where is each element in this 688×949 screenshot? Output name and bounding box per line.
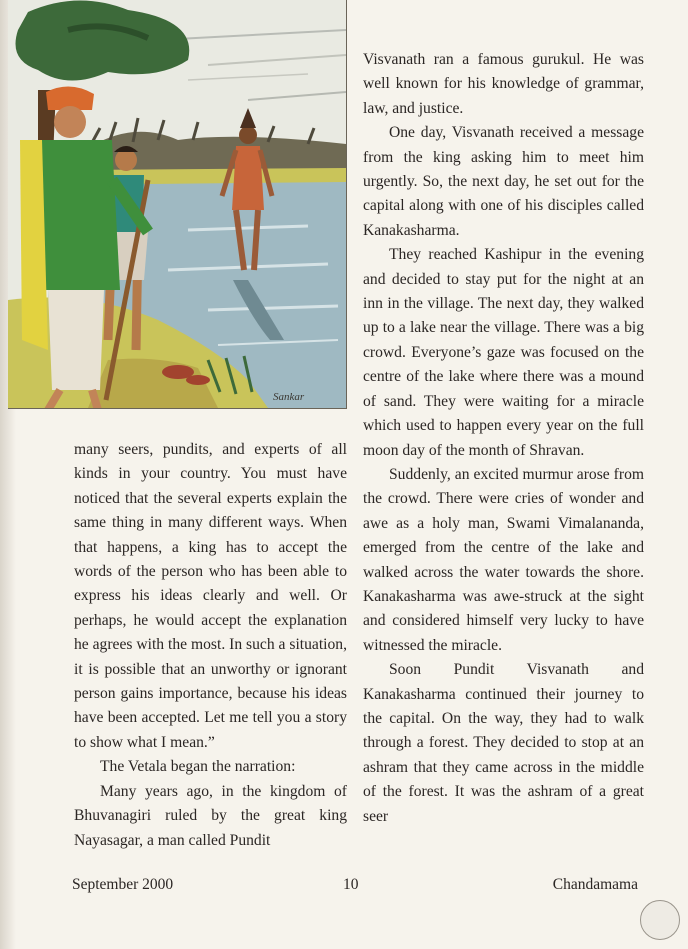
paragraph: Visvanath ran a famous gurukul. He was well known for his knowledge of grammar, law, and justice. (363, 51, 644, 117)
issue-date: September 2000 (72, 876, 174, 893)
library-stamp-icon (640, 900, 680, 940)
paragraph: Suddenly, an excited murmur arose from the crowd. There were cries of wonder and awe as a holy man, Swami Vimalananda, emerged from the centre of the lake and walked across the water towards the shore. Kanakasharma was awe-struck at the sight and considered himself very lucky to have witnessed the miracle. (363, 465, 644, 654)
paragraph: The Vetala began the narration: (100, 758, 296, 776)
paragraph: many seers, pundits, and experts of all kinds in your country. You must have noticed that the several experts explain the same thing in many different ways. When that happens, a king has to accept the words of the person who has been able to express his ideas clearly and well. Or perhaps, he would accept the explanation he agrees with the most. In such a situation, it is possible that an unworthy or ignorant person gains importance, because his ideas have been accepted. Let me tell you a story to show what I mean.” (74, 441, 347, 751)
paragraph: Soon Pundit Visvanath and Kanakasharma continued their journey to the capital. On the way, they had to walk through a forest. They decided to stop at an ashram that they came across in the middle of the forest. It was the ashram of a great seer (363, 661, 644, 825)
magazine-name: Chandamama (552, 876, 638, 893)
paragraph: They reached Kashipur in the evening and decided to stay put for the night at an inn in the village. The next day, they walked up to a lake near the village. There was a big crowd. Everyone’s gaze was focused on the centre of the lake where there was a mound of sand. They were waiting for a miracle which used to happen every year on the full moon day of the month of Shravan. (363, 246, 644, 459)
illustration-art (8, 0, 346, 408)
artist-signature: Sankar (273, 391, 305, 403)
paragraph: One day, Visvanath received a message from the king asking him to meet him urgently. So, the next day, he set out for the capital along with one of his disciples called Kanakasharma. (363, 124, 644, 239)
page-footer (72, 876, 638, 900)
paragraph: Many years ago, in the kingdom of Bhuvanagiri ruled by the great king Nayasagar, a man called Pundit (74, 782, 347, 849)
story-illustration (8, 0, 347, 409)
right-text-column (363, 48, 644, 829)
page-number: 10 (343, 876, 359, 893)
left-text-column (74, 438, 347, 853)
